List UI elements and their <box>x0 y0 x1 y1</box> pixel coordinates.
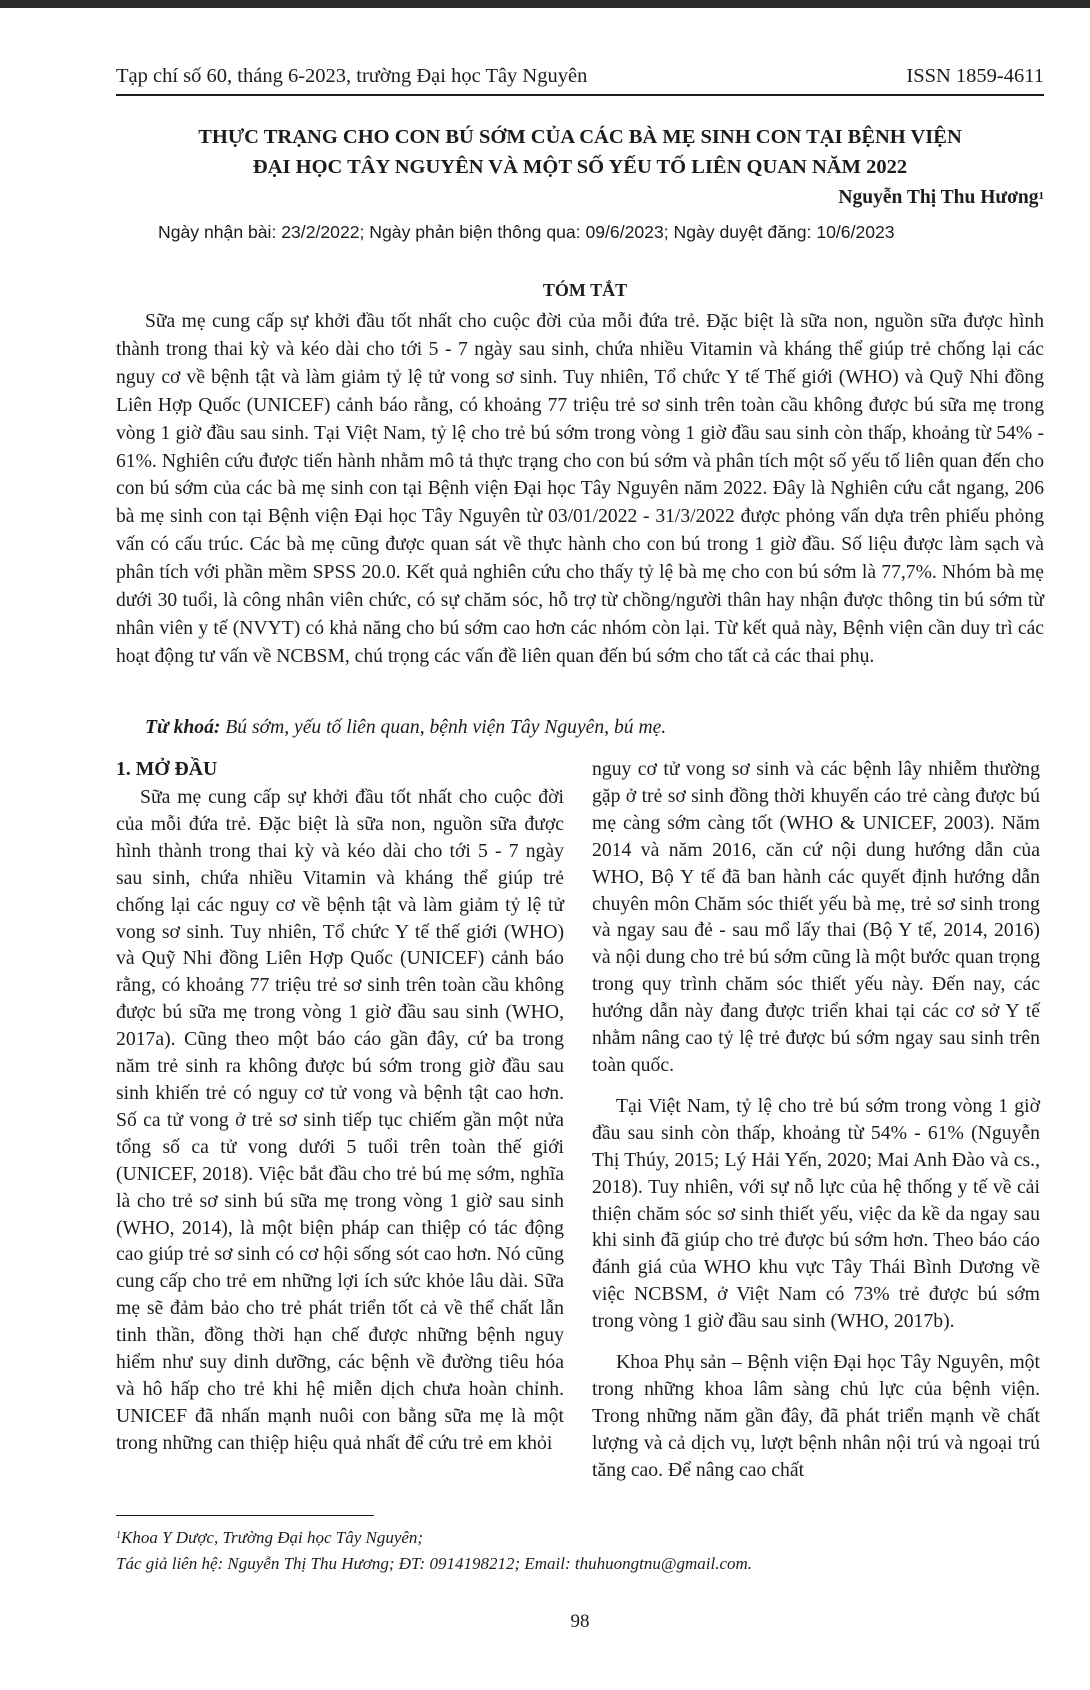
keywords-text: Bú sớm, yếu tố liên quan, bệnh viện Tây Nguyên, bú mẹ. <box>225 717 667 738</box>
page-number: 98 <box>570 1611 590 1632</box>
abstract-text: Sữa mẹ cung cấp sự khởi đầu tốt nhất cho cuộc đời của mỗi đứa trẻ. Đặc biệt là sữa non, nguồn sữa được hình thành trong thai kỳ và kéo dài cho tới 5 - 7 ngày sau sinh, chứa nhiều Vitamin và kháng thể giúp trẻ chống lại các nguy cơ về bệnh tật và làm giảm tỷ lệ tử vong sơ sinh. Tuy nhiên, Tổ chức Y tế Thế giới (WHO) và Quỹ Nhi đồng Liên Hợp Quốc (UNICEF) cảnh báo rằng, có khoảng 77 triệu trẻ sơ sinh trên toàn cầu không được bú sữa mẹ trong vòng 1 giờ đầu sau sinh. Tại Việt Nam, tỷ lệ cho trẻ bú sớm trong vòng 1 giờ đầu sau sinh còn thấp, khoảng từ 54% - 61%. Nghiên cứu được tiến hành nhằm mô tả thực trạng cho con bú sớm và phân tích một số yếu tố liên quan đến cho con bú sớm của các bà mẹ sinh con tại Bệnh viện Đại học Tây Nguyên năm 2022. Đây là Nghiên cứu cắt ngang, 206 bà mẹ sinh con tại Bệnh viện Đại học Tây Nguyên từ 03/01/2022 - 31/3/2022 được phỏng vấn dựa trên phiếu phỏng vấn có cấu trúc. Các bà mẹ cũng được quan sát về thực hành cho con bú trong 1 giờ đầu. Số liệu được làm sạch và phân tích với phần mềm SPSS 20.0. Kết quả nghiên cứu cho thấy tỷ lệ bà mẹ cho con bú sớm là 77,7%. Nhóm bà mẹ dưới 30 tuổi, là công nhân viên chức, có sự chăm sóc, hỗ trợ từ chồng/người thân hay nhận được thông tin bú sớm từ nhân viên y tế (NVYT) có khả năng cho bú sớm cao hơn các nhóm còn lại. Từ kết quả này, Bệnh viện cần duy trì các hoạt động tư vấn về NCBSM, chú trọng các vấn đề liên quan đến bú sớm cho tất cả các thai phụ. <box>116 311 1044 667</box>
title-line-1: THỰC TRẠNG CHO CON BÚ SỚM CỦA CÁC BÀ MẸ SINH CON TẠI BỆNH VIỆN <box>198 126 962 148</box>
paragraph: Tại Việt Nam, tỷ lệ cho trẻ bú sớm trong vòng 1 giờ đầu sau sinh còn thấp, khoảng từ 54% - 61% (Nguyễn Thị Thúy, 2015; Lý Hải Yến, 2020; Mai Anh Đào và cs., 2018). Tuy nhiên, với sự nỗ lực của hệ thống y tế về cải thiện chăm sóc sơ sinh thiết yếu, việc da kề da ngay sau khi sinh đã giúp cho trẻ được bú sớm hơn. Theo báo cáo đánh giá của WHO khu vực Tây Thái Bình Dương về việc NCBSM, ở Việt Nam có 73% trẻ được bú sớm trong vòng 1 giờ đầu sau sinh (WHO, 2017b). <box>592 1094 1040 1333</box>
keywords-label: Từ khoá: <box>145 717 221 738</box>
paragraph-continued: nguy cơ tử vong sơ sinh và các bệnh lây nhiễm thường gặp ở trẻ sơ sinh đồng thời khuyến cáo trẻ càng được bú mẹ càng sớm càng tốt (WHO & UNICEF, 2003). Năm 2014 và năm 2016, căn cứ nội dung hướng dẫn của WHO, Bộ Y tế đã ban hành các quyết định hướng dẫn chuyên môn Chăm sóc thiết yếu bà mẹ, trẻ sơ sinh trong và ngay sau đẻ - sau mổ lấy thai (Bộ Y tế, 2014, 2016) và nội dung cho trẻ bú sớm cũng là một bước quan trọng trong quy trình chăm sóc thiết yếu này. Đến nay, các hướng dẫn này đang được triển khai tại các cơ sở Y tế nhằm nâng cao tỷ lệ trẻ được bú sớm ngay sau sinh trên toàn quốc. <box>592 758 1040 1076</box>
journal-info: Tạp chí số 60, tháng 6-2023, trường Đại học Tây Nguyên <box>116 65 588 87</box>
submission-dates: Ngày nhận bài: 23/2/2022; Ngày phản biện thông qua: 09/6/2023; Ngày duyệt đăng: 10/6/2023 <box>158 222 895 242</box>
column-right <box>592 756 1040 1484</box>
running-header <box>116 64 1044 92</box>
footnote-marker: 1 <box>116 1530 121 1541</box>
column-left <box>116 756 564 1457</box>
keywords <box>145 716 1045 740</box>
issn: ISSN 1859-4611 <box>906 65 1044 87</box>
title-line-2: ĐẠI HỌC TÂY NGUYÊN VÀ MỘT SỐ YẾU TỐ LIÊN QUAN NĂM 2022 <box>252 156 908 178</box>
scan-top-edge <box>0 0 1090 8</box>
author <box>838 186 1044 210</box>
header-rule <box>116 94 1044 96</box>
author-name: Nguyễn Thị Thu Hương <box>838 187 1039 208</box>
footnote <box>116 1525 1044 1577</box>
paper-title <box>100 122 1060 182</box>
footnote-affiliation <box>116 1525 1044 1551</box>
footnote-contact: Tác giả liên hệ: Nguyễn Thị Thu Hương; ĐT: 0914198212; Email: thuhuongtnu@gmail.com. <box>116 1554 753 1573</box>
abstract-heading: TÓM TẮT <box>542 280 628 300</box>
section-heading: 1. MỞ ĐẦU <box>116 758 218 780</box>
author-affiliation-marker: 1 <box>1038 190 1044 202</box>
footnote-rule <box>116 1515 374 1516</box>
paragraph: Khoa Phụ sản – Bệnh viện Đại học Tây Nguyên, một trong những khoa lâm sàng chủ lực của bệnh viện. Trong những năm gần đây, đã phát triển mạnh về chất lượng và cả dịch vụ, lượt bệnh nhân nội trú và ngoại trú tăng cao. Để nâng cao chất <box>592 1351 1040 1481</box>
paragraph: Sữa mẹ cung cấp sự khởi đầu tốt nhất cho cuộc đời của mỗi đứa trẻ. Đặc biệt là sữa non, nguồn sữa được hình thành trong thai kỳ và kéo dài cho tới 5 - 7 ngày sau sinh, chứa nhiều Vitamin và kháng thể giúp trẻ chống lại các nguy cơ về bệnh tật và làm giảm tỷ lệ tử vong sơ sinh. Tuy nhiên, Tổ chức Y tế thế giới (WHO) và Quỹ Nhi đồng Liên Hợp Quốc (UNICEF) cảnh báo rằng, có khoảng 77 triệu trẻ sơ sinh trên toàn cầu không được bú sữa mẹ trong vòng 1 giờ đầu sau sinh (WHO, 2017a). Cũng theo một báo cáo gần đây, cứ ba trong năm trẻ sinh ra không được bú sớm trong giờ đầu sau sinh khiến trẻ có nguy cơ tử vong và bệnh tật cao hơn. Số ca tử vong ở trẻ sơ sinh tiếp tục chiếm gần một nửa tổng số ca tử vong dưới 5 tuổi trên toàn thế giới (UNICEF, 2018). Việc bắt đầu cho trẻ bú mẹ sớm, nghĩa là cho trẻ sơ sinh bú sữa mẹ trong vòng 1 giờ sau sinh (WHO, 2014), là một biện pháp can thiệp có tác động cao giúp trẻ sơ sinh có cơ hội sống sót cao hơn. Nó cũng cung cấp cho trẻ em những lợi ích sức khỏe lâu dài. Sữa mẹ sẽ đảm bảo cho trẻ phát triển tốt cả về thể chất lẫn tinh thần, đồng thời hạn chế được những bệnh nguy hiểm như suy dinh dưỡng, các bệnh về đường tiêu hóa và hô hấp cho trẻ khi hệ miễn dịch chưa hoàn chỉnh. UNICEF đã nhấn mạnh nuôi con bằng sữa mẹ là một trong những can thiệp hiệu quả nhất để cứu trẻ em khỏi <box>116 786 564 1454</box>
affiliation-text: Khoa Y Dược, Trường Đại học Tây Nguyên; <box>121 1528 424 1547</box>
